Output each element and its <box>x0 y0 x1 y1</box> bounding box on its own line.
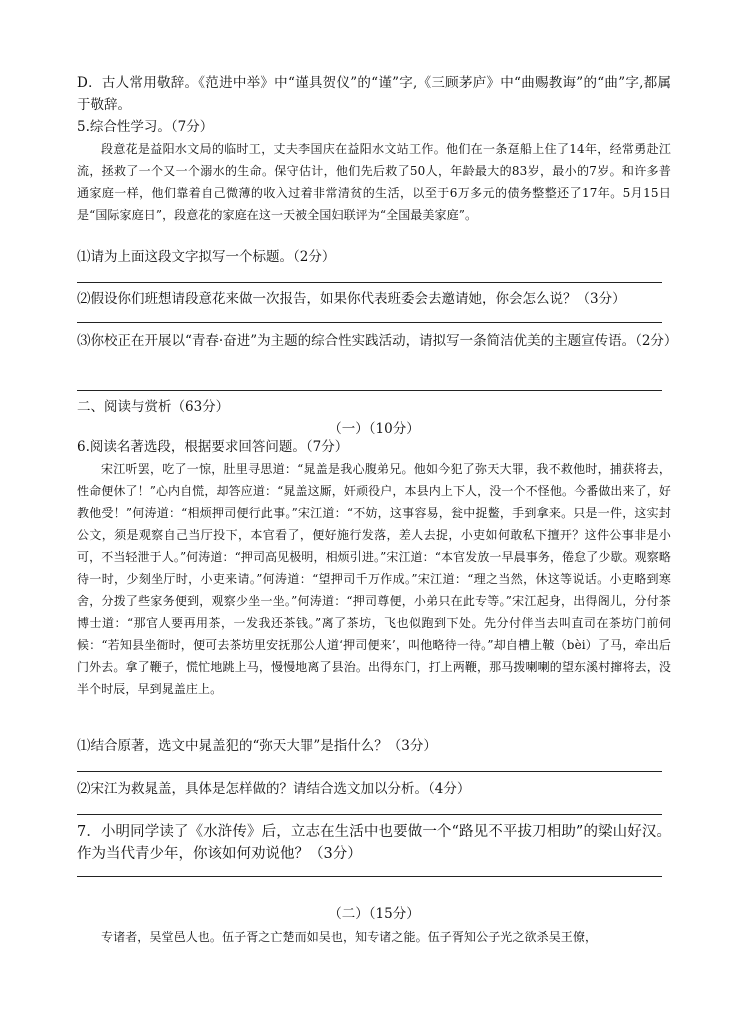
answer-line[interactable] <box>77 771 662 772</box>
option-d-text: D．古人常用敬辞。《范进中举》中“谨具贺仪”的“谨”字,《三顾茅庐》中“曲赐教诲”的“曲”字,都属于敬辞。 <box>77 75 671 113</box>
part-2-passage: 专诸者，吴堂邑人也。伍子胥之亡楚而如吴也，知专诸之能。伍子胥知公子光之欲杀吴王僚， <box>101 930 598 944</box>
section-2-heading: 二、阅读与赏析（63分） <box>77 399 230 415</box>
answer-line[interactable] <box>77 390 662 391</box>
answer-line[interactable] <box>77 322 662 323</box>
part-2-heading: （二）（15分） <box>328 906 420 922</box>
answer-line[interactable] <box>77 814 662 815</box>
part-1-heading: （一）（10分） <box>328 421 420 437</box>
question-6-passage: 宋江听罢，吃了一惊，肚里寻思道：“晁盖是我心腹弟兄。他如今犯了弥天大罪，我不救他时，捕获将去，性命便休了！”心内自慌，却答应道：“晁盖这厮，奸顽役户，本县内上下人，没一个不怪他。今番做出来了，好教他受！”何涛道：“相烦押司便行此事。”宋江道：“不妨，这事容易，瓮中捉鳖，手到拿来。只是一件，这实封公文，须是观察自己当厅投下，本官看了，便好施行发落，差人去捉，小吏如何敢私下擅开？这件公事非是小可，不当轻泄于人。”何涛道：“押司高见极明，相烦引进。”宋江道：“本官发放一早晨事务，倦怠了少歇。观察略待一时，少刻坐厅时，小吏来请。”何涛道：“望押司千万作成。”宋江道：“理之当然，休这等说话。小吏略到寒舍，分拨了些家务便到，观察少坐一坐。”何涛道：“押司尊便，小弟只在此专等。”宋江起身，出得阁儿，分付茶博士道：“那官人要再用茶，一发我还茶钱。”离了茶坊，飞也似跑到下处。先分付伴当去叫直司在茶坊门前伺候：“若知县坐衙时，便可去茶坊里安抚那公人道‘押司便来’，叫他略待一待。”却自槽上鞁（bèi）了马，牵出后门外去。拿了鞭子，慌忙地跳上马，慢慢地离了县治。出得东门，打上两鞭，那马拨喇喇的望东溪村撺将去，没半个时辰，早到晁盖庄上。 <box>77 462 671 696</box>
question-6-sub1: ⑴结合原著，选文中晁盖犯的“弥天大罪”是指什么？（3分） <box>77 738 437 754</box>
question-5-sub1: ⑴请为上面这段文字拟写一个标题。（2分） <box>77 249 336 265</box>
question-5-passage: 段意花是益阳水文局的临时工，丈夫李国庆在益阳水文站工作。他们在一条趸船上住了14年，经常勇赴江流，拯救了一个又一个溺水的生命。保守估计，他们先后救了50人，年龄最大的83岁，最小的7岁。和许多普通家庭一样，他们靠着自己微薄的收入过着非常清贫的生活，以至于6万多元的债务整整还了17年。5月15日是“国际家庭日”，段意花的家庭在这一天被全国妇联评为“全国最美家庭”。 <box>77 142 671 222</box>
answer-line[interactable] <box>77 876 662 877</box>
question-5-title: 5.综合性学习。（7分） <box>77 119 214 135</box>
question-6-sub2: ⑵宋江为救晁盖，具体是怎样做的？请结合选文加以分析。（4分） <box>77 781 471 797</box>
question-6-title: 6.阅读名著选段，根据要求回答问题。（7分） <box>77 439 349 455</box>
answer-line[interactable] <box>77 282 662 283</box>
question-7-text: 7．小明同学读了《水浒传》后，立志在生活中也要做一个“路见不平拔刀相助”的梁山好汉。作为当代青少年，你该如何劝说他？（3分） <box>77 824 671 862</box>
question-5-sub2: ⑵假设你们班想请段意花来做一次报告，如果你代表班委会去邀请她，你会怎么说？（3分） <box>77 291 626 307</box>
question-5-sub3: ⑶你校正在开展以“青春·奋进”为主题的综合性实践活动，请拟写一条简洁优美的主题宣传语。（2分） <box>77 333 678 349</box>
